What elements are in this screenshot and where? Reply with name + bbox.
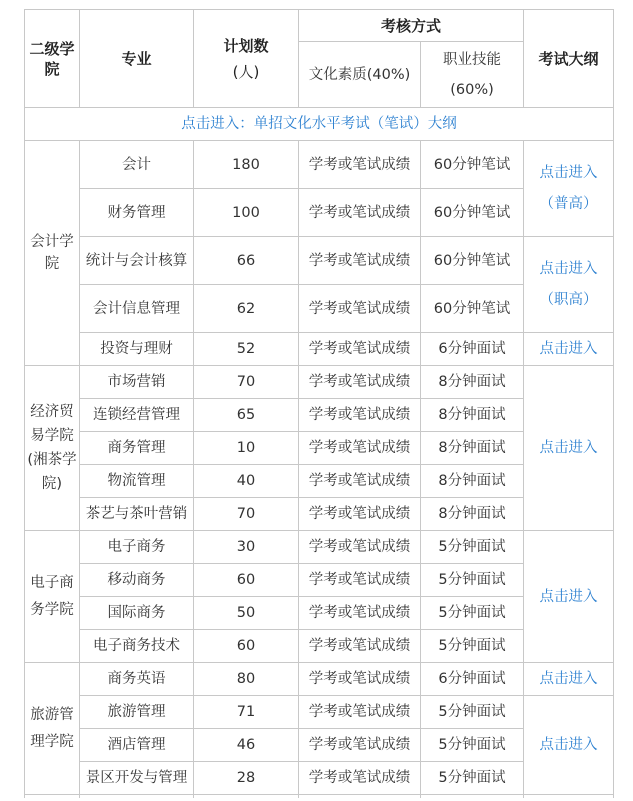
culture-cell: 学考或笔试成绩	[299, 465, 421, 498]
skill-cell: 60分钟笔试	[421, 237, 524, 285]
header-skill	[421, 42, 524, 108]
major-cell: 商务英语	[80, 663, 194, 696]
major-cell: 物流管理	[80, 465, 194, 498]
skill-cell: 60分钟笔试	[421, 285, 524, 333]
plan-cell: 100	[194, 189, 299, 237]
major-cell: 电子商务	[80, 531, 194, 564]
table-row	[25, 531, 614, 564]
skill-cell: 8分钟面试	[421, 366, 524, 399]
plan-cell: 80	[194, 663, 299, 696]
major-cell: 连锁经营管理	[80, 399, 194, 432]
plan-cell: 60	[194, 564, 299, 597]
skill-cell: 6分钟面试	[421, 663, 524, 696]
syllabus-link[interactable]: 点击进入	[524, 696, 614, 795]
edge-cell	[194, 795, 299, 798]
culture-cell: 学考或笔试成绩	[299, 285, 421, 333]
skill-cell: 5分钟面试	[421, 762, 524, 795]
plan-cell: 70	[194, 498, 299, 531]
edge-cell	[524, 795, 614, 798]
culture-cell: 学考或笔试成绩	[299, 696, 421, 729]
edge-cell	[299, 795, 421, 798]
header-major: 专业	[80, 10, 194, 108]
skill-cell: 6分钟面试	[421, 333, 524, 366]
culture-cell: 学考或笔试成绩	[299, 564, 421, 597]
plan-cell: 50	[194, 597, 299, 630]
syllabus-link-general-high[interactable]: 点击进入（普高）	[524, 141, 614, 237]
skill-cell: 5分钟面试	[421, 696, 524, 729]
skill-cell: 5分钟面试	[421, 729, 524, 762]
major-cell: 国际商务	[80, 597, 194, 630]
culture-cell: 学考或笔试成绩	[299, 729, 421, 762]
skill-cell: 60分钟笔试	[421, 189, 524, 237]
table-row	[25, 696, 614, 729]
skill-cell: 5分钟面试	[421, 597, 524, 630]
header-skill-title: 职业技能	[443, 51, 501, 68]
major-cell: 投资与理财	[80, 333, 194, 366]
major-cell: 会计	[80, 141, 194, 189]
header-plan	[194, 10, 299, 108]
header-skill-weight: (60%)	[450, 81, 494, 98]
culture-cell: 学考或笔试成绩	[299, 762, 421, 795]
syllabus-link-vocational-high[interactable]: 点击进入（职高）	[524, 237, 614, 333]
culture-cell: 学考或笔试成绩	[299, 366, 421, 399]
major-cell: 茶艺与茶叶营销	[80, 498, 194, 531]
college-cell: 经济贸易学院(湘茶学院)	[25, 366, 80, 531]
table-row	[25, 141, 614, 189]
table-row	[25, 333, 614, 366]
major-cell: 酒店管理	[80, 729, 194, 762]
plan-cell: 62	[194, 285, 299, 333]
culture-cell: 学考或笔试成绩	[299, 141, 421, 189]
plan-cell: 46	[194, 729, 299, 762]
college-cell: 电子商务学院	[25, 531, 80, 663]
syllabus-link[interactable]: 点击进入	[524, 663, 614, 696]
plan-cell: 28	[194, 762, 299, 795]
table-row	[25, 237, 614, 285]
culture-cell: 学考或笔试成绩	[299, 531, 421, 564]
culture-cell: 学考或笔试成绩	[299, 432, 421, 465]
plan-cell: 40	[194, 465, 299, 498]
major-cell: 旅游管理	[80, 696, 194, 729]
syllabus-link[interactable]: 点击进入	[524, 366, 614, 531]
culture-cell: 学考或笔试成绩	[299, 498, 421, 531]
major-cell: 景区开发与管理	[80, 762, 194, 795]
admissions-table-container	[24, 9, 614, 798]
culture-exam-syllabus-link[interactable]: 点击进入：单招文化水平考试（笔试）大纲	[25, 108, 614, 141]
major-cell: 移动商务	[80, 564, 194, 597]
major-cell: 市场营销	[80, 366, 194, 399]
culture-cell: 学考或笔试成绩	[299, 189, 421, 237]
plan-cell: 70	[194, 366, 299, 399]
syllabus-link[interactable]: 点击进入	[524, 333, 614, 366]
plan-cell: 65	[194, 399, 299, 432]
table-row	[25, 366, 614, 399]
college-cell: 旅游管理学院	[25, 663, 80, 795]
header-culture: 文化素质(40%)	[299, 42, 421, 108]
edge-cell	[25, 795, 80, 798]
header-plan-title: 计划数	[223, 36, 269, 55]
culture-cell: 学考或笔试成绩	[299, 399, 421, 432]
header-assessment: 考核方式	[299, 10, 524, 42]
plan-cell: 180	[194, 141, 299, 189]
skill-cell: 8分钟面试	[421, 432, 524, 465]
skill-cell: 60分钟笔试	[421, 141, 524, 189]
skill-cell: 5分钟面试	[421, 630, 524, 663]
plan-cell: 60	[194, 630, 299, 663]
plan-cell: 71	[194, 696, 299, 729]
culture-cell: 学考或笔试成绩	[299, 333, 421, 366]
major-cell: 电子商务技术	[80, 630, 194, 663]
plan-cell: 52	[194, 333, 299, 366]
skill-cell: 8分钟面试	[421, 465, 524, 498]
edge-cell	[80, 795, 194, 798]
header-syllabus: 考试大纲	[524, 10, 614, 108]
skill-cell: 8分钟面试	[421, 399, 524, 432]
major-cell: 统计与会计核算	[80, 237, 194, 285]
skill-cell: 5分钟面试	[421, 531, 524, 564]
table-row	[25, 663, 614, 696]
plan-cell: 30	[194, 531, 299, 564]
major-cell: 财务管理	[80, 189, 194, 237]
culture-cell: 学考或笔试成绩	[299, 597, 421, 630]
culture-cell: 学考或笔试成绩	[299, 237, 421, 285]
banner-row	[25, 108, 614, 141]
culture-cell: 学考或笔试成绩	[299, 630, 421, 663]
header-college: 二级学院	[25, 10, 80, 108]
table-bottom-edge	[25, 795, 614, 798]
syllabus-link[interactable]: 点击进入	[524, 531, 614, 663]
header-plan-unit: (人)	[232, 62, 260, 81]
college-cell: 会计学院	[25, 141, 80, 366]
plan-cell: 66	[194, 237, 299, 285]
skill-cell: 5分钟面试	[421, 564, 524, 597]
major-cell: 商务管理	[80, 432, 194, 465]
plan-cell: 10	[194, 432, 299, 465]
edge-cell	[421, 795, 524, 798]
header-row-1	[25, 10, 614, 42]
admissions-plan-table	[24, 9, 614, 798]
culture-cell: 学考或笔试成绩	[299, 663, 421, 696]
skill-cell: 8分钟面试	[421, 498, 524, 531]
major-cell: 会计信息管理	[80, 285, 194, 333]
